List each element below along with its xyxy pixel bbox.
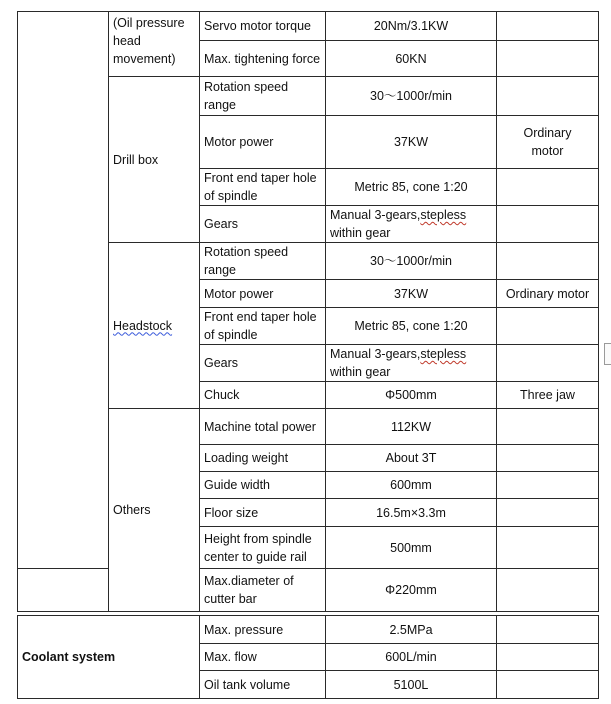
group-others: Others	[109, 409, 200, 612]
item-remark	[497, 472, 599, 499]
item-remark	[497, 671, 599, 699]
item-value: 112KW	[326, 409, 497, 445]
item-value: Φ500mm	[326, 382, 497, 409]
item-label: Max. flow	[200, 644, 326, 671]
item-value	[326, 206, 497, 243]
item-label: Front end taper hole of spindle	[200, 308, 326, 345]
item-remark	[497, 308, 599, 345]
group-coolant-system: Coolant system	[18, 616, 200, 699]
item-value: 30～1000r/min	[326, 77, 497, 116]
gears-value-part: Manual 3-gears,	[330, 208, 421, 222]
gears-value-line-2: within gear	[330, 365, 391, 379]
remark-line-1: Ordinary	[523, 126, 572, 140]
previous-page-text-fragment	[0, 0, 611, 6]
spellcheck-word: stepless	[420, 208, 467, 222]
spellcheck-word: stepless	[420, 347, 467, 361]
item-label: Max. tightening force	[200, 41, 326, 77]
item-value: 37KW	[326, 280, 497, 308]
item-label: Gears	[200, 206, 326, 243]
item-label: Machine total power	[200, 409, 326, 445]
remark-line-2: motor	[531, 144, 564, 158]
item-label: Motor power	[200, 116, 326, 169]
page-edge-marker[interactable]	[604, 343, 611, 365]
item-remark	[497, 345, 599, 382]
item-value: 2.5MPa	[326, 616, 497, 644]
item-remark	[497, 243, 599, 280]
item-label: Gears	[200, 345, 326, 382]
item-label: Rotation speed range	[200, 243, 326, 280]
group-drill-box: Drill box	[109, 77, 200, 243]
item-remark: Ordinary motor	[497, 280, 599, 308]
group-oil-pressure-head: (Oil pressure head movement)	[109, 12, 200, 77]
item-remark	[497, 116, 599, 169]
table-row	[18, 12, 599, 41]
item-value: 600L/min	[326, 644, 497, 671]
item-remark	[497, 644, 599, 671]
gears-value-line-2: within gear	[330, 226, 391, 240]
item-remark	[497, 206, 599, 243]
item-value: 20Nm/3.1KW	[326, 12, 497, 41]
item-value: 37KW	[326, 116, 497, 169]
item-remark: Three jaw	[497, 382, 599, 409]
item-remark	[497, 169, 599, 206]
item-label: Servo motor torque	[200, 12, 326, 41]
coolant-table	[17, 615, 599, 699]
left-column-divider	[17, 568, 109, 569]
item-label: Max.diameter of cutter bar	[200, 569, 326, 612]
item-remark	[497, 12, 599, 41]
item-value: Φ220mm	[326, 569, 497, 612]
table-row	[18, 616, 599, 644]
item-remark	[497, 499, 599, 527]
item-label: Rotation speed range	[200, 77, 326, 116]
group-headstock	[109, 243, 200, 409]
item-label: Chuck	[200, 382, 326, 409]
item-value: 16.5m×3.3m	[326, 499, 497, 527]
item-remark	[497, 445, 599, 472]
item-remark	[497, 569, 599, 612]
item-label: Height from spindle center to guide rail	[200, 527, 326, 569]
item-value: About 3T	[326, 445, 497, 472]
item-label: Loading weight	[200, 445, 326, 472]
spec-table	[17, 11, 599, 612]
item-value: Metric 85, cone 1:20	[326, 169, 497, 206]
item-value: Metric 85, cone 1:20	[326, 308, 497, 345]
item-value: 30～1000r/min	[326, 243, 497, 280]
item-label: Oil tank volume	[200, 671, 326, 699]
item-value: 600mm	[326, 472, 497, 499]
item-label: Guide width	[200, 472, 326, 499]
item-remark	[497, 527, 599, 569]
item-remark	[497, 41, 599, 77]
left-blank-cell	[18, 12, 109, 612]
item-value	[326, 345, 497, 382]
item-value: 5100L	[326, 671, 497, 699]
item-label: Motor power	[200, 280, 326, 308]
item-remark	[497, 77, 599, 116]
group-headstock-label: Headstock	[113, 318, 173, 333]
item-label: Front end taper hole of spindle	[200, 169, 326, 206]
item-remark	[497, 409, 599, 445]
item-label: Floor size	[200, 499, 326, 527]
gears-value-part: Manual 3-gears,	[330, 347, 421, 361]
item-remark	[497, 616, 599, 644]
item-value: 60KN	[326, 41, 497, 77]
item-label: Max. pressure	[200, 616, 326, 644]
item-value: 500mm	[326, 527, 497, 569]
